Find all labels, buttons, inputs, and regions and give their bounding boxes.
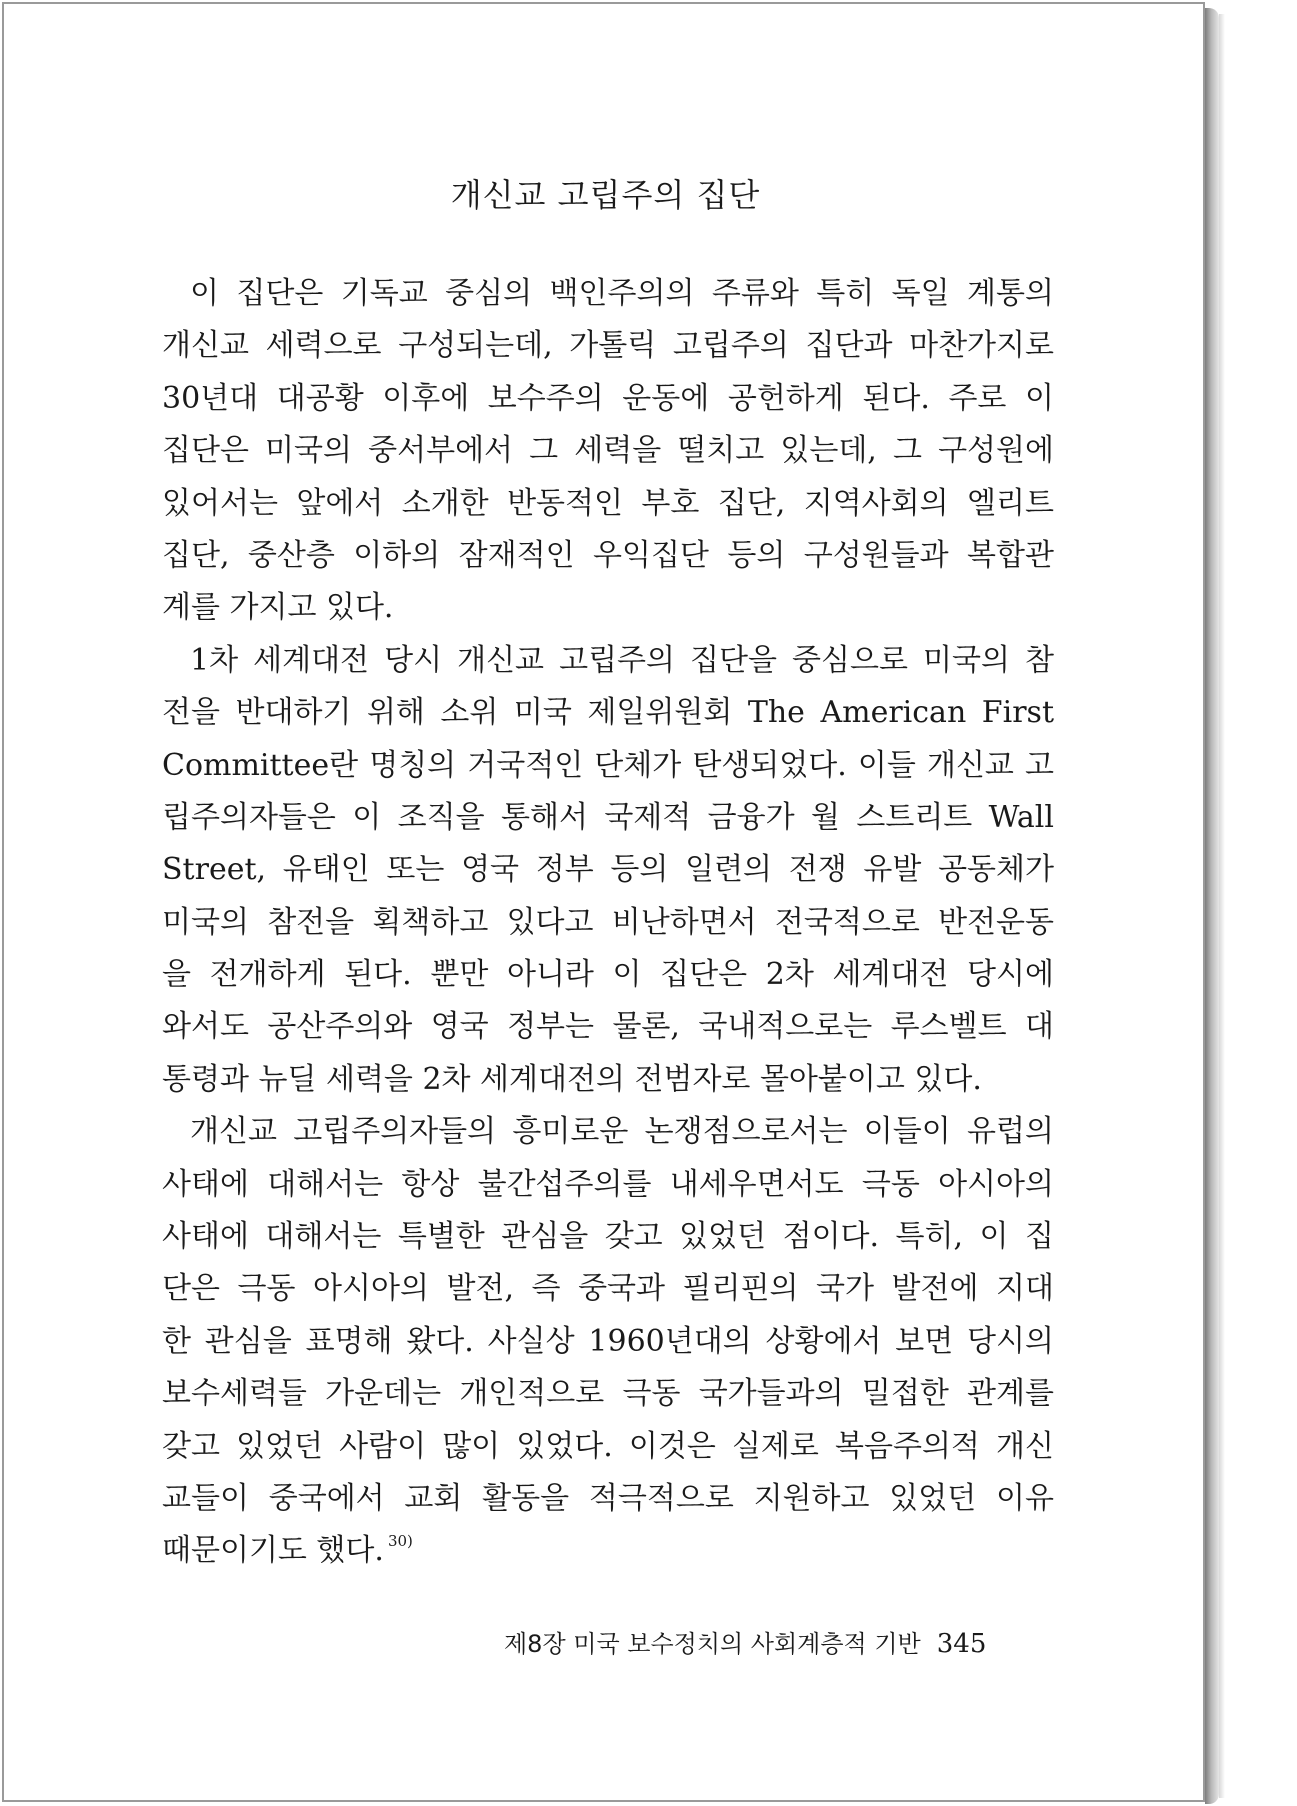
- text-line: Committee란 명칭의 거국적인 단체가 탄생되었다. 이들 개신교 고: [162, 747, 1054, 783]
- text-line: 와서도 공산주의와 영국 정부는 물론, 국내적으로는 루스벨트 대: [162, 1009, 1054, 1045]
- page-number: 345: [936, 1629, 987, 1659]
- running-footer: [504, 1624, 1026, 1659]
- text-line: 통령과 뉴딜 세력을 2차 세계대전의 전범자로 몰아붙이고 있다.: [162, 1061, 982, 1097]
- text-line: 때문이기도 했다.: [162, 1533, 384, 1569]
- text-line: 사태에 대해서는 항상 불간섭주의를 내세우면서도 극동 아시아의: [162, 1166, 1054, 1202]
- text-line: 집단은 미국의 중서부에서 그 세력을 떨치고 있는데, 그 구성원에: [162, 433, 1054, 469]
- text-line: 집단, 중산층 이하의 잠재적인 우익집단 등의 구성원들과 복합관: [162, 537, 1054, 573]
- book-page: [2, 2, 1205, 1802]
- footnote-reference[interactable]: 30): [387, 1532, 413, 1551]
- chapter-title: 제8장 미국 보수정치의 사회계층적 기반: [504, 1630, 921, 1658]
- text-line: 단은 극동 아시아의 발전, 즉 중국과 필리핀의 국가 발전에 지대: [162, 1271, 1054, 1307]
- text-line: 개신교 고립주의자들의 흥미로운 논쟁점으로서는 이들이 유럽의: [190, 1114, 1054, 1150]
- text-line: 개신교 세력으로 구성되는데, 가톨릭 고립주의 집단과 마찬가지로: [162, 328, 1054, 364]
- text-line: 미국의 참전을 획책하고 있다고 비난하면서 전국적으로 반전운동: [162, 904, 1054, 940]
- paragraph-2: [162, 635, 1054, 1107]
- paragraph-3: [162, 1106, 1054, 1578]
- text-line: 있어서는 앞에서 소개한 반동적인 부호 집단, 지역사회의 엘리트: [162, 485, 1054, 521]
- body-text: [162, 268, 1054, 1578]
- page-curl-shadow: [1205, 8, 1219, 1804]
- page-curl-highlight: [1219, 14, 1225, 1798]
- text-line: Street, 유태인 또는 영국 정부 등의 일련의 전쟁 유발 공동체가: [162, 852, 1054, 888]
- section-heading: 개신교 고립주의 집단: [450, 176, 761, 214]
- text-line: 갖고 있었던 사람이 많이 있었다. 이것은 실제로 복음주의적 개신: [162, 1428, 1054, 1464]
- text-line: 계를 가지고 있다.: [162, 590, 394, 626]
- text-line: 사태에 대해서는 특별한 관심을 갖고 있었던 점이다. 특히, 이 집: [162, 1219, 1054, 1255]
- text-line: 30년대 대공황 이후에 보수주의 운동에 공헌하게 된다. 주로 이: [162, 380, 1054, 416]
- text-line: 보수세력들 가운데는 개인적으로 극동 국가들과의 밀접한 관계를: [162, 1376, 1054, 1412]
- text-line: 한 관심을 표명해 왔다. 사실상 1960년대의 상황에서 보면 당시의: [162, 1323, 1054, 1359]
- text-line: 립주의자들은 이 조직을 통해서 국제적 금융가 월 스트리트 Wall: [162, 799, 1054, 835]
- text-line: 을 전개하게 된다. 뿐만 아니라 이 집단은 2차 세계대전 당시에: [162, 957, 1054, 993]
- text-line: 교들이 중국에서 교회 활동을 적극적으로 지원하고 있었던 이유: [162, 1480, 1054, 1516]
- last-text-line: [162, 1525, 1054, 1577]
- text-line: 1차 세계대전 당시 개신교 고립주의 집단을 중심으로 미국의 참: [190, 642, 1054, 678]
- paragraph-1: [162, 268, 1054, 635]
- text-line: 이 집단은 기독교 중심의 백인주의의 주류와 특히 독일 계통의: [190, 276, 1054, 311]
- text-line: 전을 반대하기 위해 소위 미국 제일위원회 The American First: [162, 695, 1054, 731]
